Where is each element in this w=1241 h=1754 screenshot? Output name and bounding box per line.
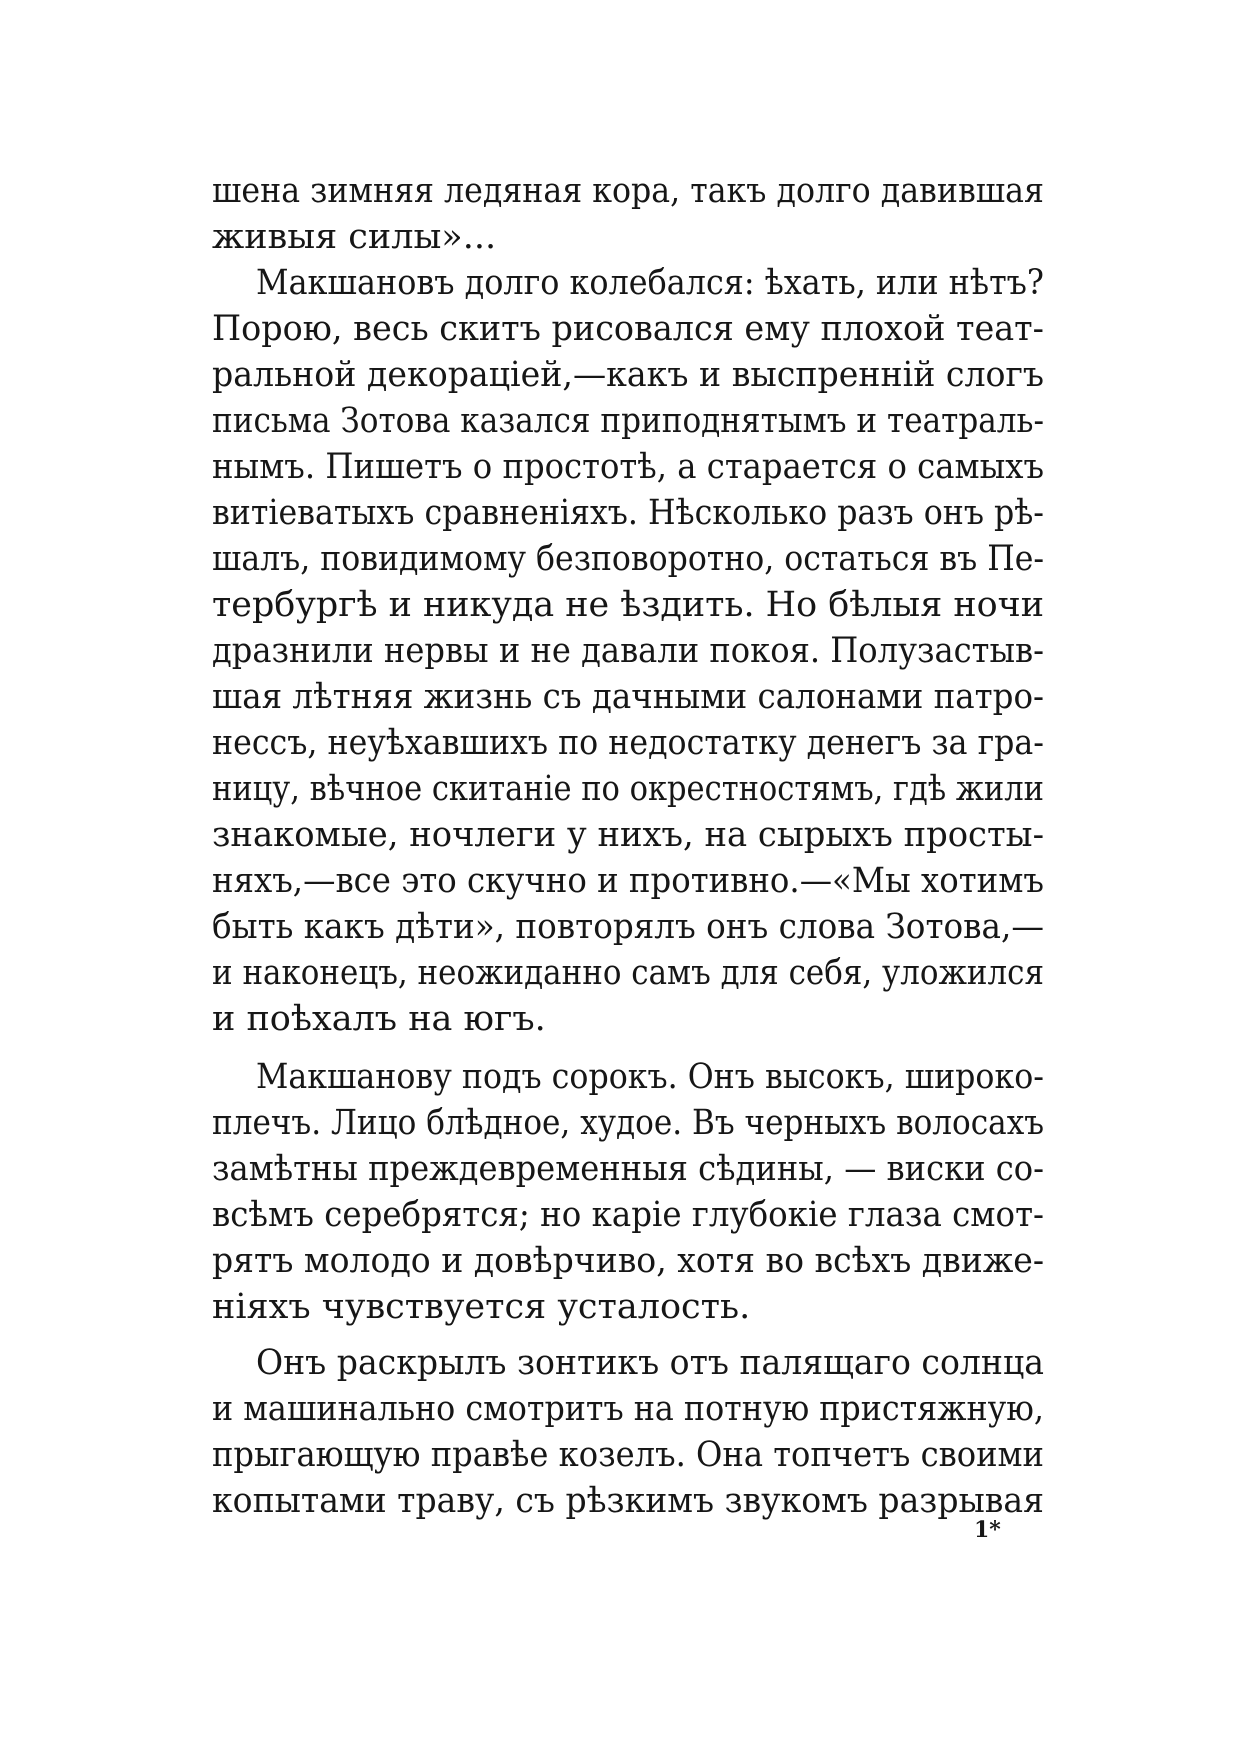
signature-mark: 1* [974,1517,1001,1543]
text-line: нымъ. Пишетъ о простотѣ, а старается о самыхъ [212,447,1044,487]
text-line: знакомые, ночлеги у нихъ, на сырыхъ просты- [212,815,1044,855]
text-line: шалъ, повидимому безповоротно, остаться въ Пе- [212,539,1045,579]
text-line: тербургѣ и никуда не ѣздить. Но бѣлыя ночи [212,585,1044,625]
text-line: и наконецъ, неожиданно самъ для себя, уложился [212,953,1044,993]
text-line: Онъ раскрылъ зонтикъ отъ палящаго солнца [256,1343,1044,1383]
text-line: прыгающую правѣе козелъ. Она топчетъ своими [212,1435,1044,1475]
text-line: замѣтны преждевременныя сѣдины, — виски со- [212,1149,1045,1189]
text-line: ницу, вѣчное скитаніе по окрестностямъ, гдѣ жили [212,769,1044,809]
text-line: быть какъ дѣти», повторялъ онъ слова Зотова,— [212,907,1044,947]
text-line: дразнили нервы и не давали покоя. Полузастыв- [212,631,1044,671]
text-line: всѣмъ серебрятся; но каріе глубокіе глаза смот- [212,1195,1044,1235]
text-line: письма Зотова казался приподнятымъ и театраль- [212,401,1044,441]
text-line: шая лѣтняя жизнь съ дачными салонами патро- [212,677,1045,717]
text-line: Макшановъ долго колебался: ѣхать, или нѣтъ? [256,263,1044,303]
text-line: и машинально смотритъ на потную пристяжную, [212,1389,1044,1429]
text-line: рятъ молодо и довѣрчиво, хотя во всѣхъ движе- [212,1241,1045,1281]
text-line: ніяхъ чувствуется усталость. [212,1287,751,1327]
text-line: шена зимняя ледяная кора, такъ долго давившая [212,171,1044,211]
text-line: ральной декораціей,—какъ и выспренній слогъ [212,355,1045,395]
text-line: копытами траву, съ рѣзкимъ звукомъ разрывая [212,1481,1044,1521]
text-line: плечъ. Лицо блѣдное, худое. Въ черныхъ волосахъ [212,1103,1045,1143]
text-line: живыя силы»... [212,217,497,257]
text-line: няхъ,—все это скучно и противно.—«Мы хотимъ [212,861,1044,901]
text-line: нессъ, неуѣхавшихъ по недостатку денегъ за гра- [212,723,1044,763]
text-line: витіеватыхъ сравненіяхъ. Нѣсколько разъ онъ рѣ- [212,493,1044,533]
text-line: Порою, весь скитъ рисовался ему плохой теат- [212,309,1044,349]
text-line: Макшанову подъ сорокъ. Онъ высокъ, широко- [256,1057,1044,1097]
text-line: и поѣхалъ на югъ. [212,999,546,1039]
